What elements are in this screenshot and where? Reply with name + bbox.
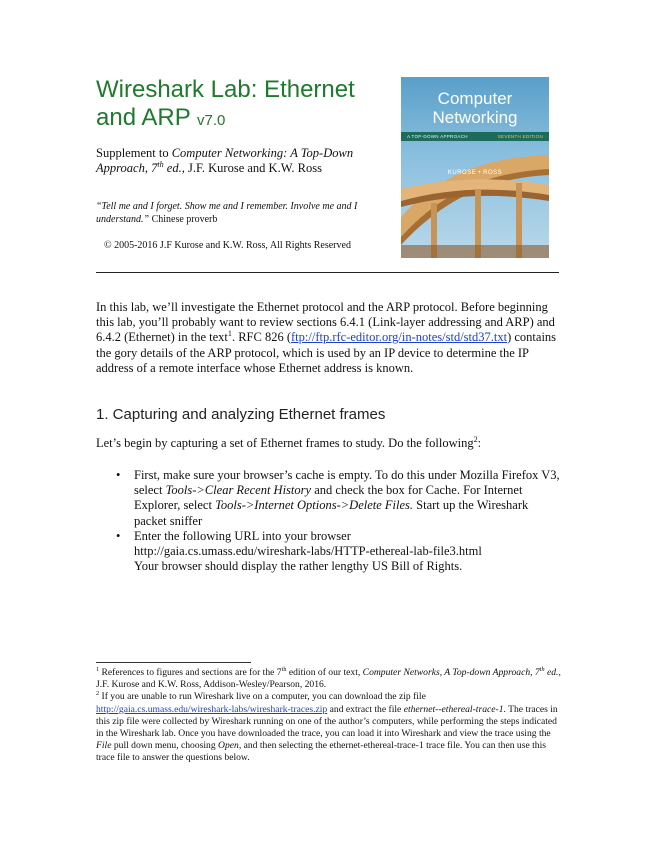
header-divider [96,272,559,273]
fn2-trace-file: ethernet--ethereal-trace-1 [403,703,504,715]
fn2-text-d: pull down menu, choosing [111,740,219,752]
intro-text-3: ) contains the gory details of the ARP protocol, which is used by an IP device to determine the IP address of a remote interface whose Ethernet address is known. [96,330,557,375]
cover-title-line1: Computer [437,89,513,108]
step2-url: http://gaia.cs.umass.edu/wireshark-labs/HTTP-ethereal-lab-file3.html [134,544,482,559]
footnote-2 [96,691,561,764]
rfc-826-link[interactable]: ftp://ftp.rfc-editor.org/in-notes/std/std37.txt [291,330,508,345]
footnotes [96,667,561,765]
footnote-1 [96,667,561,691]
quote-source: Chinese proverb [149,214,218,225]
version-label: v7.0 [196,112,226,129]
title-text: Wireshark Lab: Ethernet and ARP [96,76,355,131]
bullet: • [116,468,121,482]
page-title [96,76,386,135]
fn1-book [363,667,561,678]
step1-menu-path-1: Tools->Clear Recent History [165,483,312,498]
intro-text-2: . RFC 826 ( [231,330,292,345]
lead-paragraph [96,436,561,451]
cover-subtitle: A TOP-DOWN APPROACH [407,134,468,139]
footnote-ref-1: 1 [227,329,232,339]
fn2-open: Open [218,740,239,752]
bullet: • [116,528,121,543]
footnote-1-mark: 1 [96,665,100,673]
fn1-book-text: Computer Networks, A Top-down Approach, 7 [362,667,540,678]
section-heading: 1. Capturing and analyzing Ethernet frames [96,406,386,423]
step1-menu-path-2: Tools->Internet Options->Delete Files. [215,498,414,513]
book-ed: ed., [163,161,185,175]
fn2-text-b: and extract the file [327,703,404,715]
steps-list [96,468,561,574]
footnote-2-mark: 2 [96,690,100,698]
fn1-text-a: References to figures and sections are for the 7 [99,667,282,678]
fn2-text-e: , and then selecting the ethernet-ethereal-trace-1 trace file. You can then use this trace file to answer the questions below. [96,740,546,764]
supplement-prefix: Supplement to [96,146,172,160]
quote-text: “Tell me and I forget. Show me and I remember. Involve me and I understand.” [96,201,358,225]
cover-title [401,89,549,127]
step2-line3: Your browser should display the rather lengthy US Bill of Rights. [134,559,463,574]
list-item [96,468,561,529]
step2-line1: Enter the following URL into your browser [134,528,351,543]
fn1-text-c: J.F. Kurose and K.W. Ross, Addison-Wesley/Pearson, 2016. [96,679,327,691]
cover-band [401,132,549,141]
list-item [96,529,561,575]
cover-authors: KUROSE • ROSS [447,170,503,176]
fn2-text-c: . The traces in this zip file were collected by Wireshark running on one of the author’s computers, while performing the steps indicated in the Wireshark lab. Once you have downloaded the trace, you can load it into Wireshark and view the trace using the [96,703,558,740]
book-title-text: Computer Networking: A Top-Down Approach, 7 [96,146,354,175]
fn2-file-menu: File [96,740,112,752]
step1-text-e: Start up the Wireshark packet sniffer [134,498,529,528]
intro-text-1: In this lab, we’ll investigate the Ethernet protocol and the ARP protocol. Before beginning this lab, you’ll probably want to review sections 6.4.1 (Link-layer addressing and ARP) and 6.4.2 (Ethernet) in the text [96,300,555,345]
copyright-notice: © 2005-2016 J.F Kurose and K.W. Ross, All Rights Reserved [104,240,351,251]
book-edition-sup: th [157,159,164,169]
lead-text: Let’s begin by capturing a set of Ethernet frames to study. Do the following [96,436,474,450]
step1-text-c: and check the box for Cache. For Internet Explorer, select [134,483,523,513]
footnote-divider [96,662,251,663]
fn1-text-b: edition of our text, [286,667,363,678]
cover-edition: SEVENTH EDITION [497,134,543,139]
fn1-book-ed: ed., [544,667,561,678]
traces-zip-link[interactable]: http://gaia.cs.umass.edu/wireshark-labs/wireshark-traces.zip [96,703,328,715]
cover-title-line2: Networking [432,108,518,127]
lead-end: : [477,436,482,450]
intro-paragraph [96,300,561,376]
supplement-line [96,146,381,176]
step1-text-a: First, make sure your browser’s cache is empty. To do this under Mozilla Firefox V3, select [134,468,560,498]
supplement-authors: J.F. Kurose and K.W. Ross [184,161,322,175]
fn1-sup: th [281,665,287,673]
book-cover-image [401,77,549,258]
fn1-book-sup: th [539,665,545,673]
fn2-text-a: If you are unable to run Wireshark live on a computer, you can download the zip file [99,691,426,703]
footnote-ref-2: 2 [473,434,478,444]
proverb-quote [96,200,386,226]
